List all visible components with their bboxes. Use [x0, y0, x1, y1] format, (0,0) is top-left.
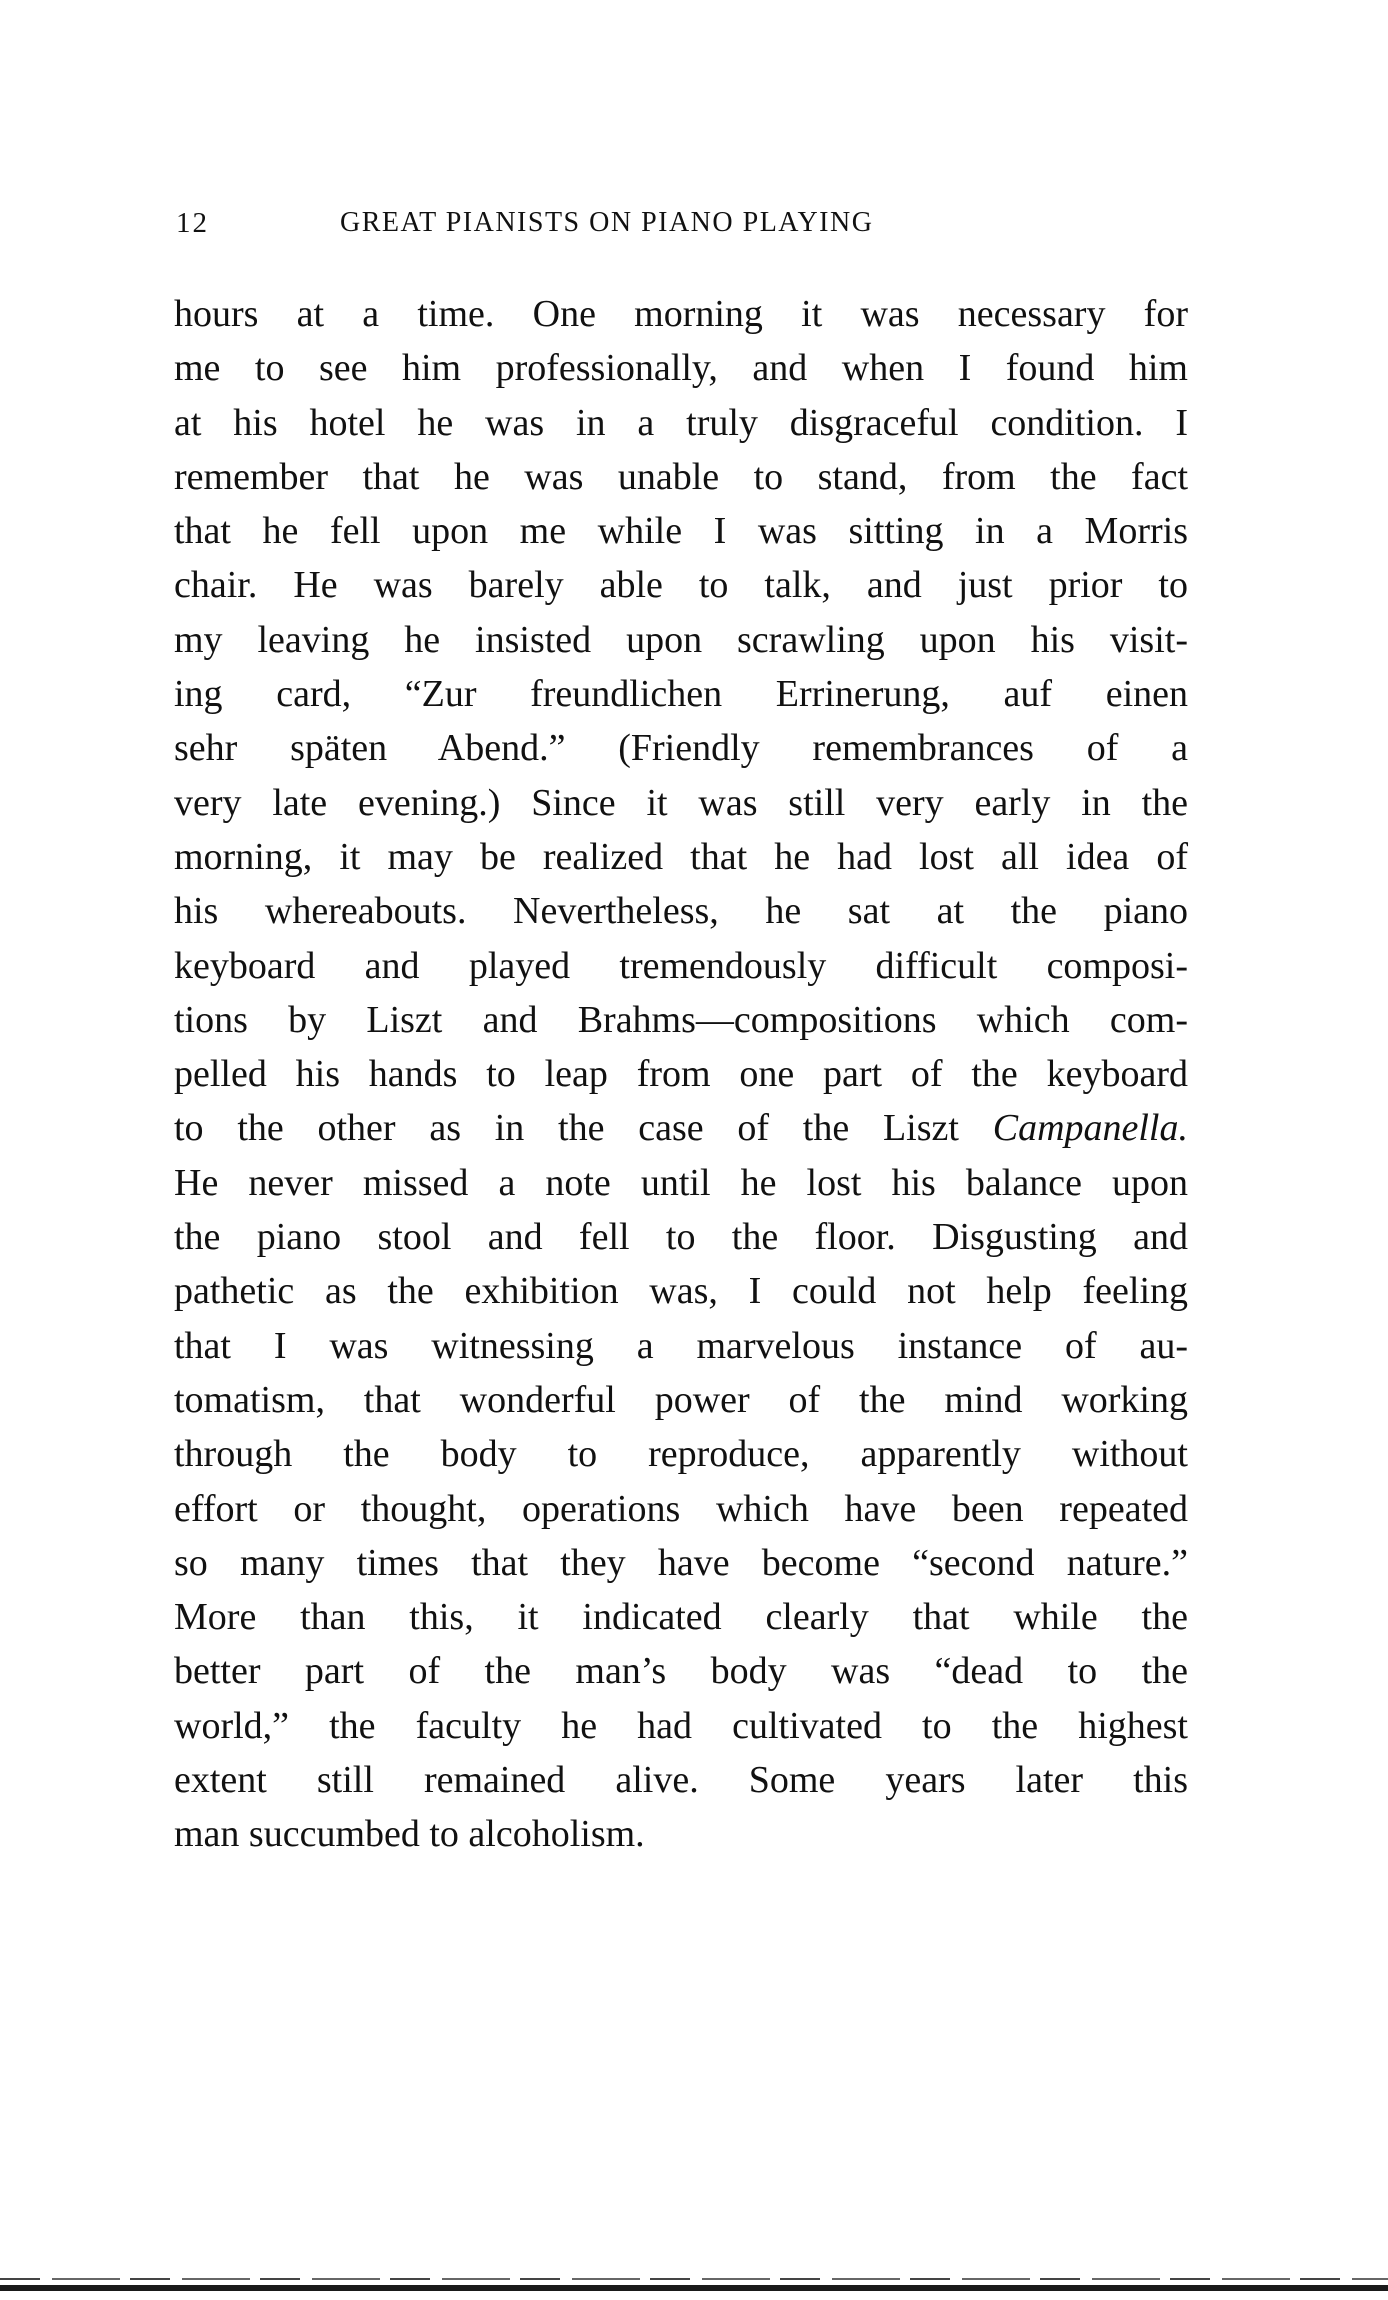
text-line: better part of the man’s body was “dead to the — [174, 1650, 1188, 1693]
scan-edge-noise — [0, 2278, 1388, 2280]
text-line: hours at a time. One morning it was necessary for — [174, 293, 1188, 335]
text-line: extent still remained alive. Some years later this — [174, 1759, 1188, 1802]
page-number: 12 — [176, 207, 209, 239]
text-line: at his hotel he was in a truly disgraceful condition. I — [174, 401, 1188, 444]
italic-title: Campanella. — [992, 1107, 1188, 1150]
text-line: so many times that they have become “second nature.” — [174, 1541, 1188, 1584]
text-line: He never missed a note until he lost his balance upon — [174, 1161, 1188, 1204]
text-line: through the body to reproduce, apparently without — [174, 1433, 1188, 1476]
text-line-final: man succumbed to alcoholism. — [174, 1813, 645, 1856]
text-line: remember that he was unable to stand, from the fact — [174, 455, 1188, 498]
text-line: morning, it may be realized that he had lost all idea of — [174, 835, 1188, 878]
text-line: effort or thought, operations which have been repeated — [174, 1487, 1188, 1530]
text-line: keyboard and played tremendously difficult composi- — [174, 944, 1188, 987]
text-line: pelled his hands to leap from one part of the keyboard — [174, 1053, 1188, 1096]
text-line: pathetic as the exhibition was, I could not help feeling — [174, 1270, 1188, 1313]
text-line: that he fell upon me while I was sitting in a Morris — [174, 510, 1188, 553]
text-line-with-italic — [174, 1101, 1188, 1155]
page-header — [176, 207, 1016, 247]
body-text — [174, 287, 1188, 1862]
text-line: tions by Liszt and Brahms—compositions which com- — [174, 998, 1188, 1041]
text-line: world,” the faculty he had cultivated to the highest — [174, 1704, 1188, 1747]
text-line: tomatism, that wonderful power of the mind working — [174, 1378, 1188, 1421]
text-line: chair. He was barely able to talk, and just prior to — [174, 564, 1188, 607]
text-line: me to see him professionally, and when I found him — [174, 347, 1188, 390]
text-line: sehr späten Abend.” (Friendly remembrances of a — [174, 727, 1188, 770]
text-line: his whereabouts. Nevertheless, he sat at the piano — [174, 890, 1188, 933]
text-line: More than this, it indicated clearly that while the — [174, 1596, 1188, 1639]
running-title: GREAT PIANISTS ON PIANO PLAYING — [340, 207, 874, 238]
text-line: my leaving he insisted upon scrawling upon his visit- — [174, 618, 1188, 661]
text-line: very late evening.) Since it was still very early in the — [174, 781, 1188, 824]
text-line: the piano stool and fell to the floor. Disgusting and — [174, 1216, 1188, 1259]
scan-bottom-edge — [0, 2285, 1388, 2291]
text-segment: to the other as in the case of the Liszt — [174, 1107, 993, 1150]
text-line: that I was witnessing a marvelous instance of au- — [174, 1324, 1188, 1367]
text-line: ing card, “Zur freundlichen Errinerung, auf einen — [174, 673, 1188, 716]
